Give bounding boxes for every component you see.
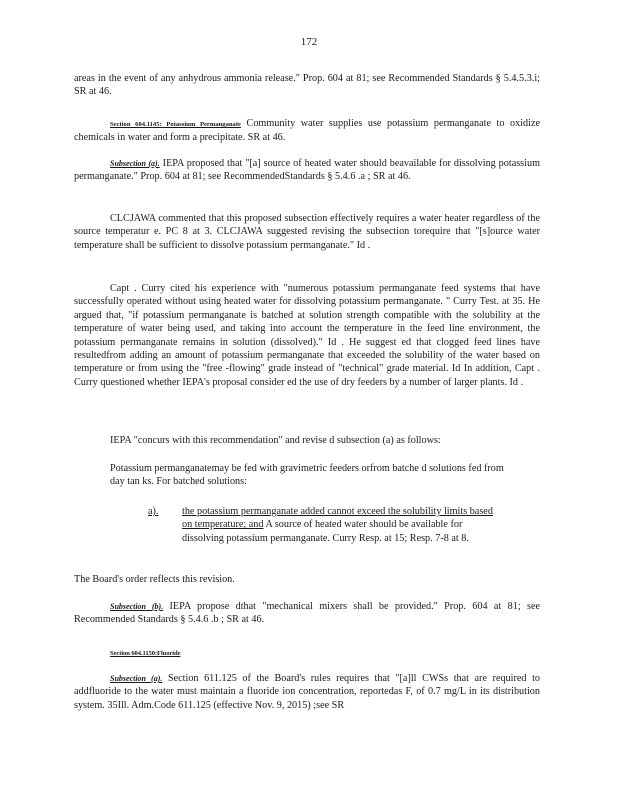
section-604-1145-text: Community water supplies use potassium permanganate to oxidize chemicals in water and form a precipitate. SR at 46. xyxy=(74,118,540,144)
amendment-item-label: a). xyxy=(148,506,159,517)
paragraph-fluoride-subsection-a xyxy=(74,672,540,712)
amendment-underlined-text: the potassium permanganate added cannot exceed the solubility limits based on temperature; and xyxy=(182,506,493,531)
paragraph-subsection-b xyxy=(74,600,540,627)
subsection-a-proposal-text: IEPA proposed that "[a] source of heated water should beavailable for dissolving potassium permanganate." Prop. 604 at 81; see RecommendedStandards § 5.4.6 .a ; SR at 46. xyxy=(74,158,540,183)
section-heading-604-1145: Section 604.1145: Potassium Permanganate xyxy=(110,121,241,128)
paragraph-subsection-a-proposal xyxy=(74,157,540,184)
paragraph-clcjawa-comment: CLCJAWA commented that this proposed subsection effectively requires a water heater regardless of the source temperatur e. PC 8 at 3. CLCJAWA suggested revising the subsection torequire that "[s]ource water temperature shall be sufficient to dissolve potassium permanganate." Id . xyxy=(74,213,540,251)
quoted-revision-intro: Potassium permanganatemay be fed with gravimetric feeders orfrom batche d solutions fed from day tan ks. For batched solutions: xyxy=(110,463,504,488)
paragraph-curry-testimony: Capt . Curry cited his experience with "numerous potassium permanganate feed systems that have successfully operated without using heated water for dissolving potassium permanganate. " Curry Test. at 35. He argued that, "if potassium permanganate is batched at solution strength compatible with the solubility at the temperature of water being used, and taking into account the temperature in the feed line environment, the potassium permanganate remains in solution (dissolved)." Id . He suggest ed that clogged feed lines have resultedfrom adding an amount of potassium permanganate that exceeded the solubility of the water based on temperature or from using the "free -flowing" grade instead of "technical" grade material. Id In addition, Capt . Curry questioned whether IEPA's proposal consider ed the use of dry feeders by a number of larger plants. Id . xyxy=(74,283,540,388)
paragraph-ammonia-tail: areas in the event of any anhydrous ammonia release." Prop. 604 at 81; see Recommended Standards § 5.4.5.3.i; SR at 46. xyxy=(74,73,540,98)
paragraph-board-order: The Board's order reflects this revision. xyxy=(74,574,235,585)
paragraph-iepa-concurs: IEPA "concurs with this recommendation" and revise d subsection (a) as follows: xyxy=(110,435,441,446)
subsection-b-label: Subsection (b). xyxy=(110,602,164,611)
amendment-item-text xyxy=(182,505,494,545)
amendment-remaining-text: A source of heated water should be available for dissolving potassium permanganate. Curry Resp. at 15; Resp. 7-8 at 8. xyxy=(182,519,469,544)
section-heading-604-1150: Section 604.1150:Fluoride xyxy=(110,650,181,657)
fluoride-subsection-a-label: Subsection (a). xyxy=(110,674,163,683)
fluoride-subsection-a-text: Section 611.125 of the Board's rules requires that "[a]ll CWSs that are required to addfluoride to the water must maintain a fluoride ion concentration, reportedas F, of 0.7 mg/L in its distribution system. 35Ill. Adm.Code 611.125 (effective Nov. 9, 2015) ;see SR xyxy=(74,673,540,711)
page-number: 172 xyxy=(300,36,318,48)
paragraph-potassium-permanganate-intro xyxy=(74,117,540,145)
subsection-a-label: Subsection (a). xyxy=(110,159,160,168)
subsection-b-text: IEPA propose dthat "mechanical mixers shall be provided." Prop. 604 at 81; see Recommended Standards § 5.4.6 .b ; SR at 46. xyxy=(74,601,541,626)
